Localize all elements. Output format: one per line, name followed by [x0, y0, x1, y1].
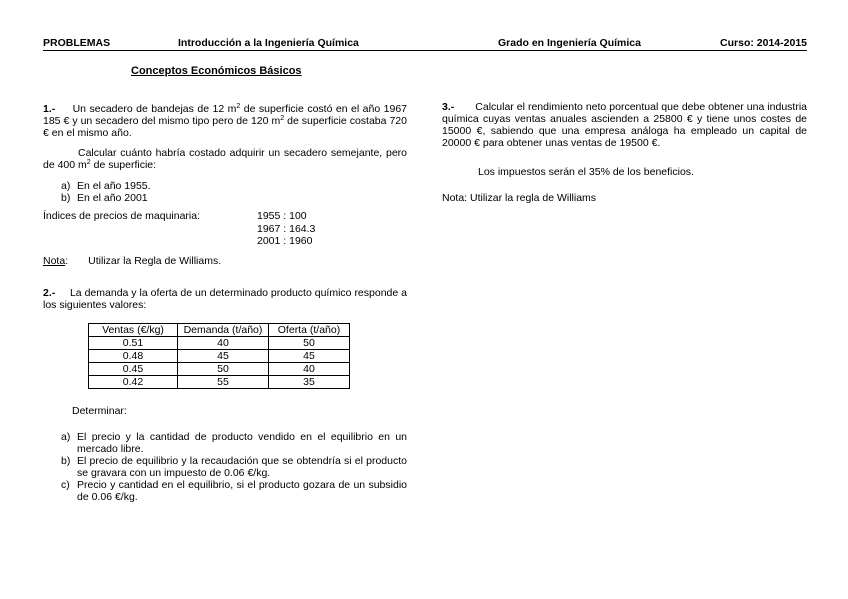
problem-3-number: 3.- — [442, 101, 455, 113]
problem-1-list — [61, 180, 151, 204]
table-row: 0.42 55 35 — [89, 376, 350, 389]
problem-1-statement: 1.- Un secadero de bandejas de 12 $m^2$ de superficie costó en el año 1967 185 € y un secadero del mismo tipo pero de 120 $m^2$ de superficie costaba 720 € en el mismo año. — [43, 103, 407, 139]
list-item: b) El precio de equilibrio y la recaudación que se obtendría si el producto se gravara con un impuesto de 0.06 €/kg. — [61, 455, 407, 479]
table-row: 0.51 40 50 — [89, 337, 350, 350]
problem-2-number: 2.- — [43, 287, 56, 299]
header-year: Curso: 2014-2015 — [720, 37, 807, 49]
problem-3-note: Nota: Utilizar la regla de Williams — [442, 192, 597, 204]
list-item: b) En el año 2001 — [61, 192, 148, 204]
supply-demand-table — [88, 323, 350, 389]
problem-3-statement: 3.- Calcular el rendimiento neto porcentual que debe obtener una industria química cuyas ventas anuales ascienden a 25800 € y tiene unos costes de 15000 €, sabiendo que una empresa análoga ha empleado un capital de 20000 € para obtener unas ventas de 19500 €. — [442, 101, 807, 149]
header-rule — [43, 50, 807, 51]
list-item: c) Precio y cantidad en el equilibrio, si el producto gozara de un subsidio de 0.06 €/kg. — [61, 479, 407, 503]
problem-2-list — [61, 431, 407, 503]
page-title: Conceptos Económicos Básicos — [131, 65, 302, 77]
header-degree: Grado en Ingeniería Química — [498, 37, 641, 49]
header-label: PROBLEMAS — [43, 37, 111, 49]
price-index-values: 1955 : 100 1967 : 164.3 2001 : 1960 — [257, 210, 316, 247]
problem-2-statement: 2.- La demanda y la oferta de un determinado producto químico responde a los siguientes valores: — [43, 287, 407, 311]
header-course: Introducción a la Ingeniería Química — [178, 37, 359, 49]
list-item: a) En el año 1955. — [61, 180, 151, 192]
problem-1-question: Calcular cuánto habría costado adquirir un secadero semejante, pero de 400 $m^2$ de superficie: — [43, 147, 407, 171]
problem-1-number: 1.- — [43, 103, 56, 115]
table-row: 0.48 45 45 — [89, 350, 350, 363]
problem-1-note: Nota: Utilizar la Regla de Williams. — [43, 255, 222, 267]
table-header-row: Ventas (€/kg) Demanda (t/año) Oferta (t/año) — [89, 324, 350, 337]
table-row: 0.45 50 40 — [89, 363, 350, 376]
determine-label: Determinar: — [72, 405, 127, 417]
list-item: a) El precio y la cantidad de producto vendido en el equilibrio en un mercado libre. — [61, 431, 407, 455]
problem-3-taxes: Los impuestos serán el 35% de los beneficios. — [478, 166, 694, 178]
price-index-label: Índices de precios de maquinaria: — [43, 210, 201, 222]
